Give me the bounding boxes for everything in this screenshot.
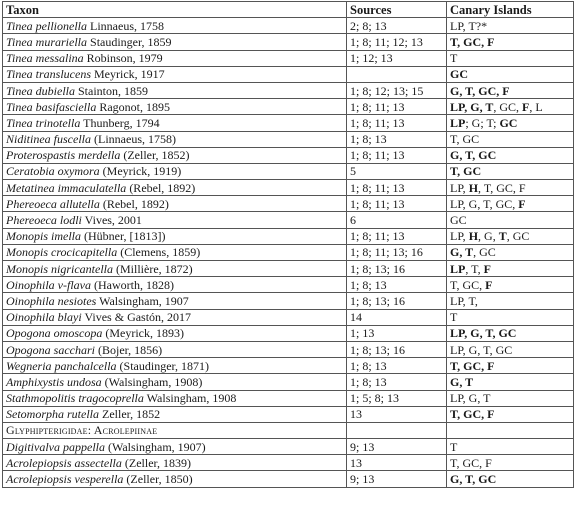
island-code: , G, — [478, 229, 499, 244]
species-name: Wegneria panchalcella — [6, 358, 117, 373]
header-row — [3, 2, 574, 18]
author-citation: (Zeller, 1852) — [120, 148, 190, 163]
author-citation: (Millière, 1872) — [113, 261, 193, 276]
canary-islands-cell — [447, 277, 574, 293]
canary-islands-cell — [447, 455, 574, 471]
taxon-cell — [3, 325, 347, 341]
island-code: GC — [450, 67, 468, 82]
sources-cell: 1; 8; 11; 13 — [347, 196, 447, 212]
island-code: LP, T?* — [450, 18, 488, 33]
author-citation: (Hübner, [1813]) — [81, 229, 166, 244]
sources-cell: 1; 8; 11; 13 — [347, 180, 447, 196]
canary-islands-cell — [447, 439, 574, 455]
island-code: T, GC — [450, 132, 480, 147]
species-name: Monopis nigricantella — [6, 261, 113, 276]
island-code: G, T, GC — [450, 472, 497, 487]
island-code: , GC, — [493, 99, 523, 114]
canary-islands-cell — [447, 99, 574, 115]
taxon-cell — [3, 455, 347, 471]
taxon-cell — [3, 406, 347, 422]
author-citation: (Meyrick, 1919) — [99, 164, 182, 179]
sources-cell: 13 — [347, 455, 447, 471]
canary-islands-cell — [447, 471, 574, 487]
header-sources: Sources — [347, 2, 447, 18]
taxa-table — [2, 1, 574, 488]
canary-islands-cell — [447, 82, 574, 98]
sources-cell: 1; 8; 12; 13; 15 — [347, 82, 447, 98]
species-name: Monopis imella — [6, 229, 81, 244]
island-code: T, GC, F — [450, 34, 495, 49]
island-code: GC — [499, 115, 518, 130]
table-row — [3, 212, 574, 228]
island-code: LP, — [450, 180, 469, 195]
sources-cell: 14 — [347, 309, 447, 325]
canary-islands-cell — [447, 422, 574, 438]
author-citation: Walsingham, 1908 — [143, 391, 237, 406]
island-code: LP, G, T, GC — [450, 342, 513, 357]
canary-islands-cell — [447, 180, 574, 196]
canary-islands-cell — [447, 196, 574, 212]
species-name: Tinea basifasciella — [6, 99, 97, 114]
author-citation: (Zeller, 1850) — [123, 472, 193, 487]
sources-cell: 1; 8; 11; 13 — [347, 147, 447, 163]
species-name: Niditinea fuscella — [6, 132, 91, 147]
canary-islands-cell — [447, 18, 574, 34]
canary-islands-cell — [447, 50, 574, 66]
table-row — [3, 471, 574, 487]
table-row — [3, 325, 574, 341]
table-row — [3, 341, 574, 357]
author-citation: Zeller, 1852 — [99, 407, 161, 422]
island-code: ; G; T; — [465, 115, 500, 130]
sources-cell: 1; 8; 11; 13 — [347, 228, 447, 244]
taxon-cell — [3, 18, 347, 34]
table-row — [3, 82, 574, 98]
canary-islands-cell — [447, 293, 574, 309]
table-row — [3, 406, 574, 422]
species-name: Phereoeca lodli — [6, 213, 82, 228]
author-citation: (Haworth, 1828) — [90, 277, 174, 292]
taxon-cell — [3, 471, 347, 487]
species-name: Acrolepiopsis assectella — [6, 455, 122, 470]
species-name: Tinea translucens — [6, 67, 92, 82]
island-code: F — [522, 99, 530, 114]
island-code: H — [468, 180, 479, 195]
species-name: Tinea dubiella — [6, 83, 75, 98]
taxon-cell — [3, 293, 347, 309]
taxon-cell — [3, 244, 347, 260]
sources-cell: 6 — [347, 212, 447, 228]
island-code: GC — [450, 213, 467, 228]
author-citation: Thunberg, 1794 — [80, 115, 160, 130]
table-row — [3, 147, 574, 163]
table-row — [3, 18, 574, 34]
author-citation: (Walsingham, 1908) — [101, 374, 203, 389]
canary-islands-cell — [447, 163, 574, 179]
taxon-cell — [3, 212, 347, 228]
island-code: T — [450, 439, 458, 454]
island-code: LP, G, T — [450, 391, 491, 406]
island-code: LP, G, T, GC — [450, 326, 517, 341]
author-citation: Vives, 2001 — [81, 213, 142, 228]
sources-cell: 1; 8; 11; 13 — [347, 99, 447, 115]
sources-cell: 1; 8; 13; 16 — [347, 293, 447, 309]
taxon-cell — [3, 82, 347, 98]
author-citation: (Zeller, 1839) — [121, 455, 192, 470]
table-row — [3, 277, 574, 293]
author-citation: Stainton, 1859 — [75, 83, 149, 98]
canary-islands-cell — [447, 341, 574, 357]
author-citation: Vives & Gastón, 2017 — [81, 310, 192, 325]
section-row — [3, 422, 574, 438]
table-row — [3, 115, 574, 131]
species-name: Monopis crocicapitella — [6, 245, 118, 260]
species-name: Tinea trinotella — [6, 115, 81, 130]
table-row — [3, 163, 574, 179]
author-citation: (Meyrick, 1893) — [102, 326, 184, 341]
island-code: F — [485, 277, 493, 292]
island-code: T, GC — [450, 164, 482, 179]
author-citation: (Linnaeus, 1758) — [91, 132, 176, 147]
canary-islands-cell — [447, 374, 574, 390]
species-name: Proterospastis merdella — [6, 148, 121, 163]
canary-islands-cell — [447, 261, 574, 277]
table-row — [3, 228, 574, 244]
table-row — [3, 66, 574, 82]
island-code: G, T — [450, 374, 474, 389]
table-row — [3, 439, 574, 455]
author-citation: (Rebel, 1892) — [126, 180, 196, 195]
sources-cell: 1; 8; 13 — [347, 374, 447, 390]
table-row — [3, 34, 574, 50]
table-row — [3, 99, 574, 115]
table-row — [3, 390, 574, 406]
species-name: Tinea pellionella — [6, 18, 87, 33]
taxon-cell — [3, 147, 347, 163]
species-name: Acrolepiopsis vesperella — [6, 472, 124, 487]
table-row — [3, 131, 574, 147]
taxon-cell — [3, 163, 347, 179]
canary-islands-cell — [447, 390, 574, 406]
sources-cell: 1; 8; 13 — [347, 358, 447, 374]
sources-cell: 1; 8; 13 — [347, 131, 447, 147]
island-code: , GC — [473, 245, 496, 260]
species-name: Digitivalva pappella — [6, 439, 105, 454]
island-code: , L — [529, 99, 543, 114]
island-code: LP, G, T — [450, 99, 494, 114]
author-citation: Linnaeus, 1758 — [87, 18, 164, 33]
sources-cell: 1; 8; 13; 16 — [347, 341, 447, 357]
species-name: Tinea murariella — [6, 34, 88, 49]
canary-islands-cell — [447, 244, 574, 260]
taxon-cell — [3, 99, 347, 115]
author-citation: (Staudinger, 1871) — [116, 358, 210, 373]
author-citation: (Bojer, 1856) — [95, 342, 163, 357]
species-name: Amphixystis undosa — [6, 374, 102, 389]
taxon-cell — [3, 358, 347, 374]
table-row — [3, 50, 574, 66]
island-code: T, GC, F — [450, 407, 495, 422]
table-row — [3, 180, 574, 196]
island-code: LP, — [450, 229, 469, 244]
table-row — [3, 358, 574, 374]
island-code: LP — [450, 261, 466, 276]
island-code: T — [450, 51, 458, 66]
sources-cell: 1; 8; 11; 12; 13 — [347, 34, 447, 50]
author-citation: Walsingham, 1907 — [96, 293, 189, 308]
sources-cell: 5 — [347, 163, 447, 179]
island-code: G, T — [450, 245, 474, 260]
taxon-cell — [3, 66, 347, 82]
species-name: Oinophila v-flava — [6, 277, 91, 292]
species-name: Ceratobia oxymora — [6, 164, 100, 179]
canary-islands-cell — [447, 147, 574, 163]
taxon-cell — [3, 261, 347, 277]
canary-islands-cell — [447, 131, 574, 147]
taxon-cell — [3, 131, 347, 147]
island-code: T — [498, 229, 507, 244]
table-row — [3, 293, 574, 309]
island-code: H — [468, 229, 479, 244]
canary-islands-cell — [447, 358, 574, 374]
taxon-cell — [3, 115, 347, 131]
table-row — [3, 261, 574, 277]
island-code: F — [518, 196, 526, 211]
island-code: LP, T, — [450, 293, 478, 308]
author-citation: (Clemens, 1859) — [117, 245, 201, 260]
taxon-cell — [3, 180, 347, 196]
table-row — [3, 196, 574, 212]
canary-islands-cell — [447, 34, 574, 50]
sources-cell — [347, 422, 447, 438]
sources-cell — [347, 66, 447, 82]
sources-cell: 1; 8; 11; 13; 16 — [347, 244, 447, 260]
species-name: Opogona omoscopa — [6, 326, 103, 341]
species-name: Stathmopolitis tragocoprella — [6, 391, 144, 406]
island-code: T, GC, F — [450, 358, 495, 373]
island-code: , GC — [506, 229, 530, 244]
author-citation: Meyrick, 1917 — [91, 67, 165, 82]
taxon-cell — [3, 50, 347, 66]
sources-cell: 13 — [347, 406, 447, 422]
header-canary-islands: Canary Islands — [447, 2, 574, 18]
taxon-cell — [3, 228, 347, 244]
taxon-cell — [3, 196, 347, 212]
sources-cell: 1; 12; 13 — [347, 50, 447, 66]
taxon-cell — [3, 439, 347, 455]
table-row — [3, 374, 574, 390]
island-code: , T, GC, F — [478, 180, 526, 195]
sources-cell: 1; 8; 11; 13 — [347, 115, 447, 131]
canary-islands-cell — [447, 309, 574, 325]
species-name: Tinea messalina — [6, 51, 84, 66]
sources-cell: 1; 8; 13 — [347, 277, 447, 293]
species-name: Phereoeca allutella — [6, 196, 100, 211]
canary-islands-cell — [447, 66, 574, 82]
island-code: LP — [450, 115, 466, 130]
island-code: T, GC, F — [450, 455, 492, 470]
taxon-cell — [3, 309, 347, 325]
table-row — [3, 455, 574, 471]
canary-islands-cell — [447, 228, 574, 244]
species-name: Metatinea immaculatella — [6, 180, 127, 195]
taxon-cell — [3, 374, 347, 390]
sources-cell: 1; 5; 8; 13 — [347, 390, 447, 406]
sources-cell: 1; 13 — [347, 325, 447, 341]
island-code: LP, G, T, GC, — [450, 196, 519, 211]
canary-islands-cell — [447, 115, 574, 131]
species-name: Oinophila nesiotes — [6, 293, 97, 308]
island-code: , T, — [465, 261, 484, 276]
canary-islands-cell — [447, 406, 574, 422]
species-name: Opogona sacchari — [6, 342, 95, 357]
taxon-cell — [3, 341, 347, 357]
island-code: G, T, GC — [450, 148, 497, 163]
island-code: T — [450, 310, 458, 325]
section-label: Glyphipterigidae: Acrolepiinae — [3, 422, 347, 438]
species-name: Oinophila blayi — [6, 310, 82, 325]
taxon-cell — [3, 390, 347, 406]
canary-islands-cell — [447, 212, 574, 228]
island-code: G, T, GC, F — [450, 83, 510, 98]
table-row — [3, 309, 574, 325]
taxon-cell — [3, 34, 347, 50]
island-code: T, GC, — [450, 277, 486, 292]
sources-cell: 9; 13 — [347, 439, 447, 455]
sources-cell: 9; 13 — [347, 471, 447, 487]
author-citation: Robinson, 1979 — [83, 51, 163, 66]
author-citation: (Walsingham, 1907) — [104, 439, 206, 454]
author-citation: Staudinger, 1859 — [87, 34, 172, 49]
canary-islands-cell — [447, 325, 574, 341]
taxon-cell — [3, 277, 347, 293]
header-taxon: Taxon — [3, 2, 347, 18]
author-citation: Ragonot, 1895 — [96, 99, 171, 114]
sources-cell: 1; 8; 13; 16 — [347, 261, 447, 277]
table-body — [3, 18, 574, 487]
sources-cell: 2; 8; 13 — [347, 18, 447, 34]
table-row — [3, 244, 574, 260]
author-citation: (Rebel, 1892) — [99, 196, 169, 211]
island-code: F — [483, 261, 491, 276]
species-name: Setomorpha rutella — [6, 407, 99, 422]
